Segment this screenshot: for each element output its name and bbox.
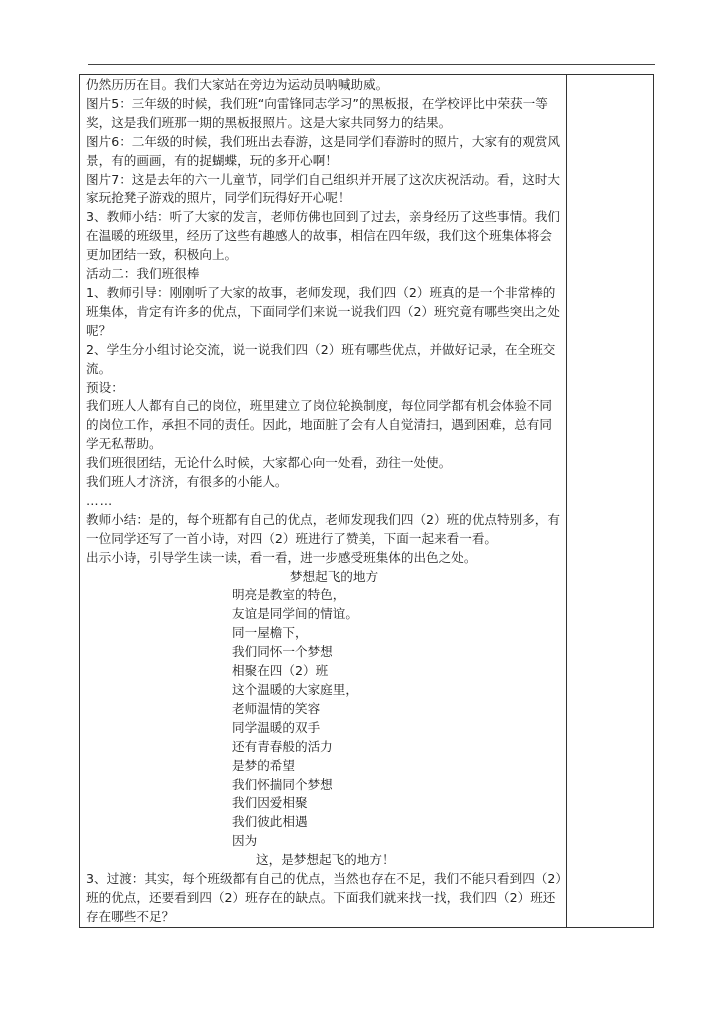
paragraph-teacher-guide: 1、教师引导：刚刚听了大家的故事，老师发现，我们四（2）班真的是一个非常棒的班集体，肯定有许多的优点，下面同学们来说一说我们四（2）班究竟有哪些突出之处呢？ [86, 284, 560, 338]
poem-line: 同学温暖的双手 [232, 719, 321, 735]
poem-title: 梦想起飞的地方 [289, 568, 379, 584]
preset-item: 我们班很团结，无论什么时候，大家都心向一处看，劲往一处使。 [86, 455, 452, 471]
paragraph-picture-6: 图片6：二年级的时候，我们班出去春游，这是同学们春游时的照片，大家有的观赏风景，有的画画，有的捉蝴蝶，玩的多开心啊！ [86, 133, 560, 168]
paragraph: 仍然历历在目。我们大家站在旁边为运动员呐喊助威。 [86, 77, 389, 92]
poem-line: 相聚在四（2）班 [232, 663, 329, 679]
lesson-table [79, 74, 654, 928]
poem-line: 友谊是同学间的情谊。 [232, 606, 358, 622]
paragraph-picture-5: 图片5：三年级的时候，我们班“向雷锋同志学习”的黑板报，在学校评比中荣获一等奖，这是我们班那一期的黑板报照片。这是大家共同努力的结果。 [86, 95, 548, 130]
paragraph-group-discussion: 2、学生分小组讨论交流，说一说我们四（2）班有哪些优点，并做好记录，在全班交流。 [86, 341, 556, 376]
poem-line: 同一屋檐下， [232, 625, 308, 641]
poem-line: 我们彼此相遇 [232, 814, 308, 830]
poem-line: 因为 [232, 833, 258, 849]
poem-line: 这个温暖的大家庭里， [232, 682, 358, 697]
header-rule [88, 64, 655, 65]
preset-item: 我们班人人都有自己的岗位，班里建立了岗位轮换制度，每位同学都有机会体验不同的岗位工作，承担不同的责任。因此，地面脏了会有人自觉清扫，遇到困难，总有同学无私帮助。 [86, 398, 552, 452]
paragraph-teacher-conclusion: 教师小结：是的，每个班都有自己的优点，老师发现我们四（2）班的优点特别多，有一位同学还写了一首小诗，对四（2）班进行了赞美，下面一起来看一看。 [86, 511, 560, 546]
poem-line: 老师温情的笑容 [232, 700, 321, 716]
activity-two-heading: 活动二：我们班很棒 [86, 266, 200, 282]
poem-line: 明亮是教室的特色， [232, 587, 346, 603]
ellipsis: …… [86, 492, 114, 508]
poem-line: 我们同怀一个梦想 [232, 644, 333, 660]
paragraph-teacher-summary: 3、教师小结：听了大家的发言，老师仿佛也回到了过去，亲身经历了这些事情。我们在温暖的班级里，经历了这些有趣感人的故事，相信在四年级，我们这个班集体将会更加团结一致，积极向上。 [86, 209, 560, 263]
poem-line: 还有青春般的活力 [232, 738, 333, 754]
preset-label: 预设： [86, 379, 124, 395]
paragraph-picture-7: 图片7：这是去年的六一儿童节，同学们自己组织并开展了这次庆祝活动。看，这时大家玩抢凳子游戏的照片，同学们玩得好开心呢！ [86, 171, 560, 206]
preset-item: 我们班人才济济，有很多的小能人。 [86, 474, 288, 490]
poem-line: 是梦的希望 [232, 757, 295, 773]
lesson-content-cell [80, 75, 567, 927]
notes-cell [567, 75, 653, 927]
paragraph-show-poem: 出示小诗，引导学生读一读，看一看，进一步感受班集体的出色之处。 [86, 549, 477, 565]
paragraph-transition: 3、过渡：其实，每个班级都有自己的优点，当然也存在不足，我们不能只看到四（2）班的优点，还要看到四（2）班存在的缺点。下面我们就来找一找，我们四（2）班还存在哪些不足？ [86, 871, 562, 924]
poem-last-line: 这，是梦想起飞的地方！ [256, 852, 395, 868]
poem-line: 我们怀揣同个梦想 [232, 776, 333, 792]
poem-line: 我们因爱相聚 [232, 795, 308, 811]
